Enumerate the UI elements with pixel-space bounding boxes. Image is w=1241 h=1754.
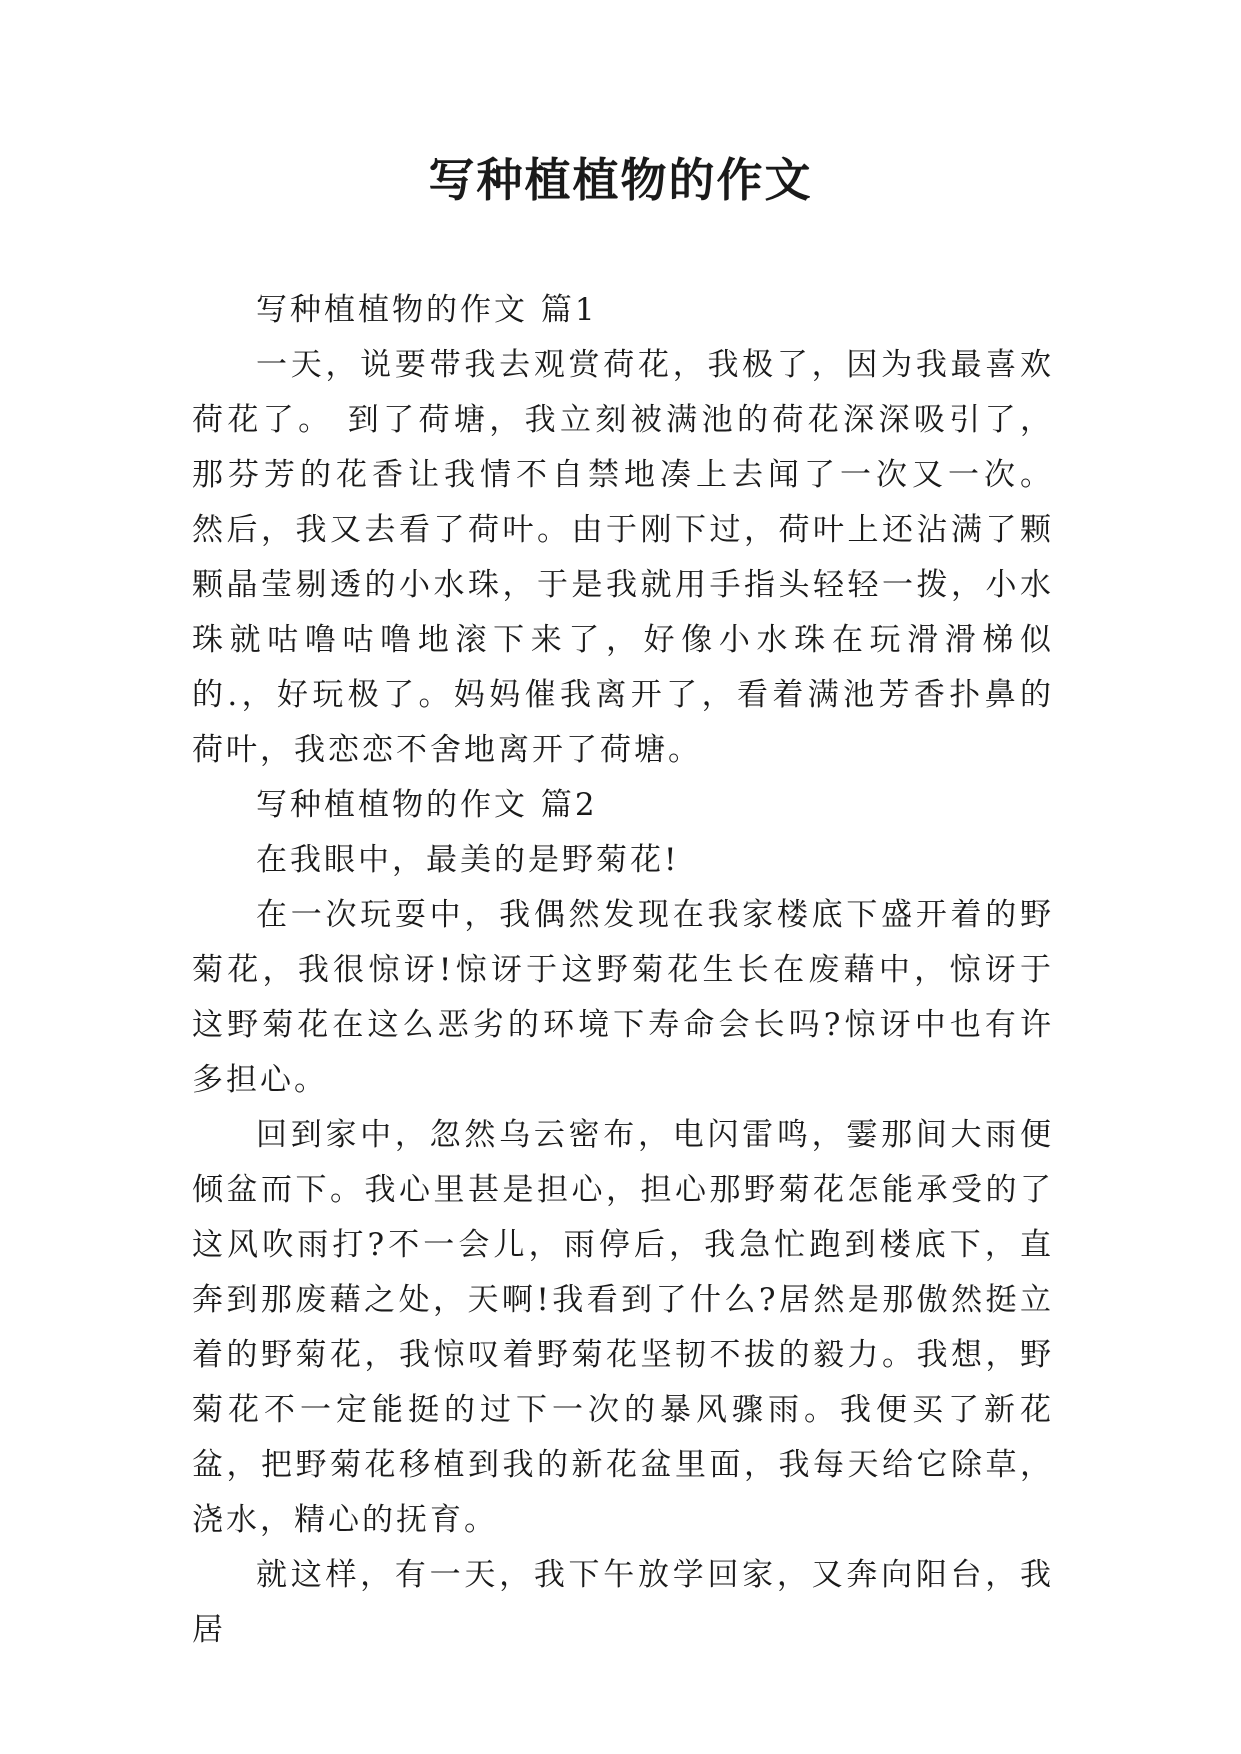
paragraph: 在我眼中，最美的是野菊花! — [256, 842, 680, 878]
document-body — [192, 283, 1054, 1658]
paragraph: 就这样，有一天，我下午放学回家，又奔向阳台，我居 — [192, 1557, 1054, 1648]
document-title: 写种植植物的作文 — [428, 153, 813, 207]
paragraph: 回到家中，忽然乌云密布，电闪雷鸣，霎那间大雨便倾盆而下。我心里甚是担心，担心那野菊花怎能承受的了这风吹雨打?不一会儿，雨停后，我急忙跑到楼底下，直奔到那废藉之处，天啊!我看到了什么?居然是那傲然挺立着的野菊花，我惊叹着野菊花坚韧不拔的毅力。我想，野菊花不一定能挺的过下一次的暴风骤雨。我便买了新花盆，把野菊花移植到我的新花盆里面，我每天给它除草，浇水，精心的抚育。 — [192, 1117, 1054, 1538]
section-heading-2: 写种植植物的作文 篇2 — [256, 787, 598, 823]
paragraph: 一天，说要带我去观赏荷花，我极了，因为我最喜欢荷花了。 到了荷塘，我立刻被满池的荷花深深吸引了，那芬芳的花香让我情不自禁地凑上去闻了一次又一次。 然后，我又去看了荷叶。由于刚下过，荷叶上还沾满了颗颗晶莹剔透的小水珠，于是我就用手指头轻轻一拨，小水珠就咕噜咕噜地滚下来了，好像小水珠在玩滑滑梯似的.，好玩极了。妈妈催我离开了，看着满池芳香扑鼻的荷叶，我恋恋不舍地离开了荷塘。 — [192, 347, 1054, 768]
section-heading-1: 写种植植物的作文 篇1 — [256, 292, 598, 328]
paragraph: 在一次玩耍中，我偶然发现在我家楼底下盛开着的野菊花，我很惊讶!惊讶于这野菊花生长在废藉中，惊讶于这野菊花在这么恶劣的环境下寿命会长吗?惊讶中也有许多担心。 — [192, 897, 1054, 1098]
